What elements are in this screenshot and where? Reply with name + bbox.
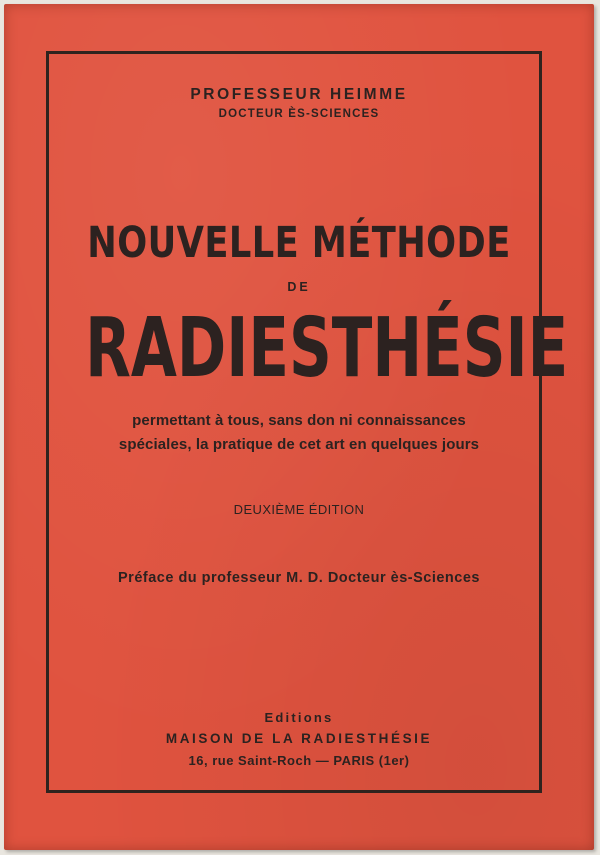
author-degree: DOCTEUR ÈS-SCIENCES xyxy=(218,108,380,120)
title-connector: DE xyxy=(287,280,311,294)
book-cover xyxy=(4,4,594,850)
title-main: RADIESTHÉSIE xyxy=(85,301,569,396)
publisher-address: 16, rue Saint-Roch — PARIS (1er) xyxy=(188,753,410,768)
title-line-1: NOUVELLE MÉTHODE xyxy=(87,218,511,268)
author-name: PROFESSEUR HEIMME xyxy=(190,86,408,103)
edition-label: DEUXIÈME ÉDITION xyxy=(233,502,365,517)
subtitle-line-2: spéciales, la pratique de cet art en quelques jours xyxy=(118,436,480,453)
preface-line: Préface du professeur M. D. Docteur ès-Sciences xyxy=(118,570,480,586)
publisher-label: Editions xyxy=(264,710,334,725)
publisher-name: MAISON DE LA RADIESTHÉSIE xyxy=(165,731,433,746)
subtitle-line-1: permettant à tous, sans don ni connaissances xyxy=(132,412,466,429)
